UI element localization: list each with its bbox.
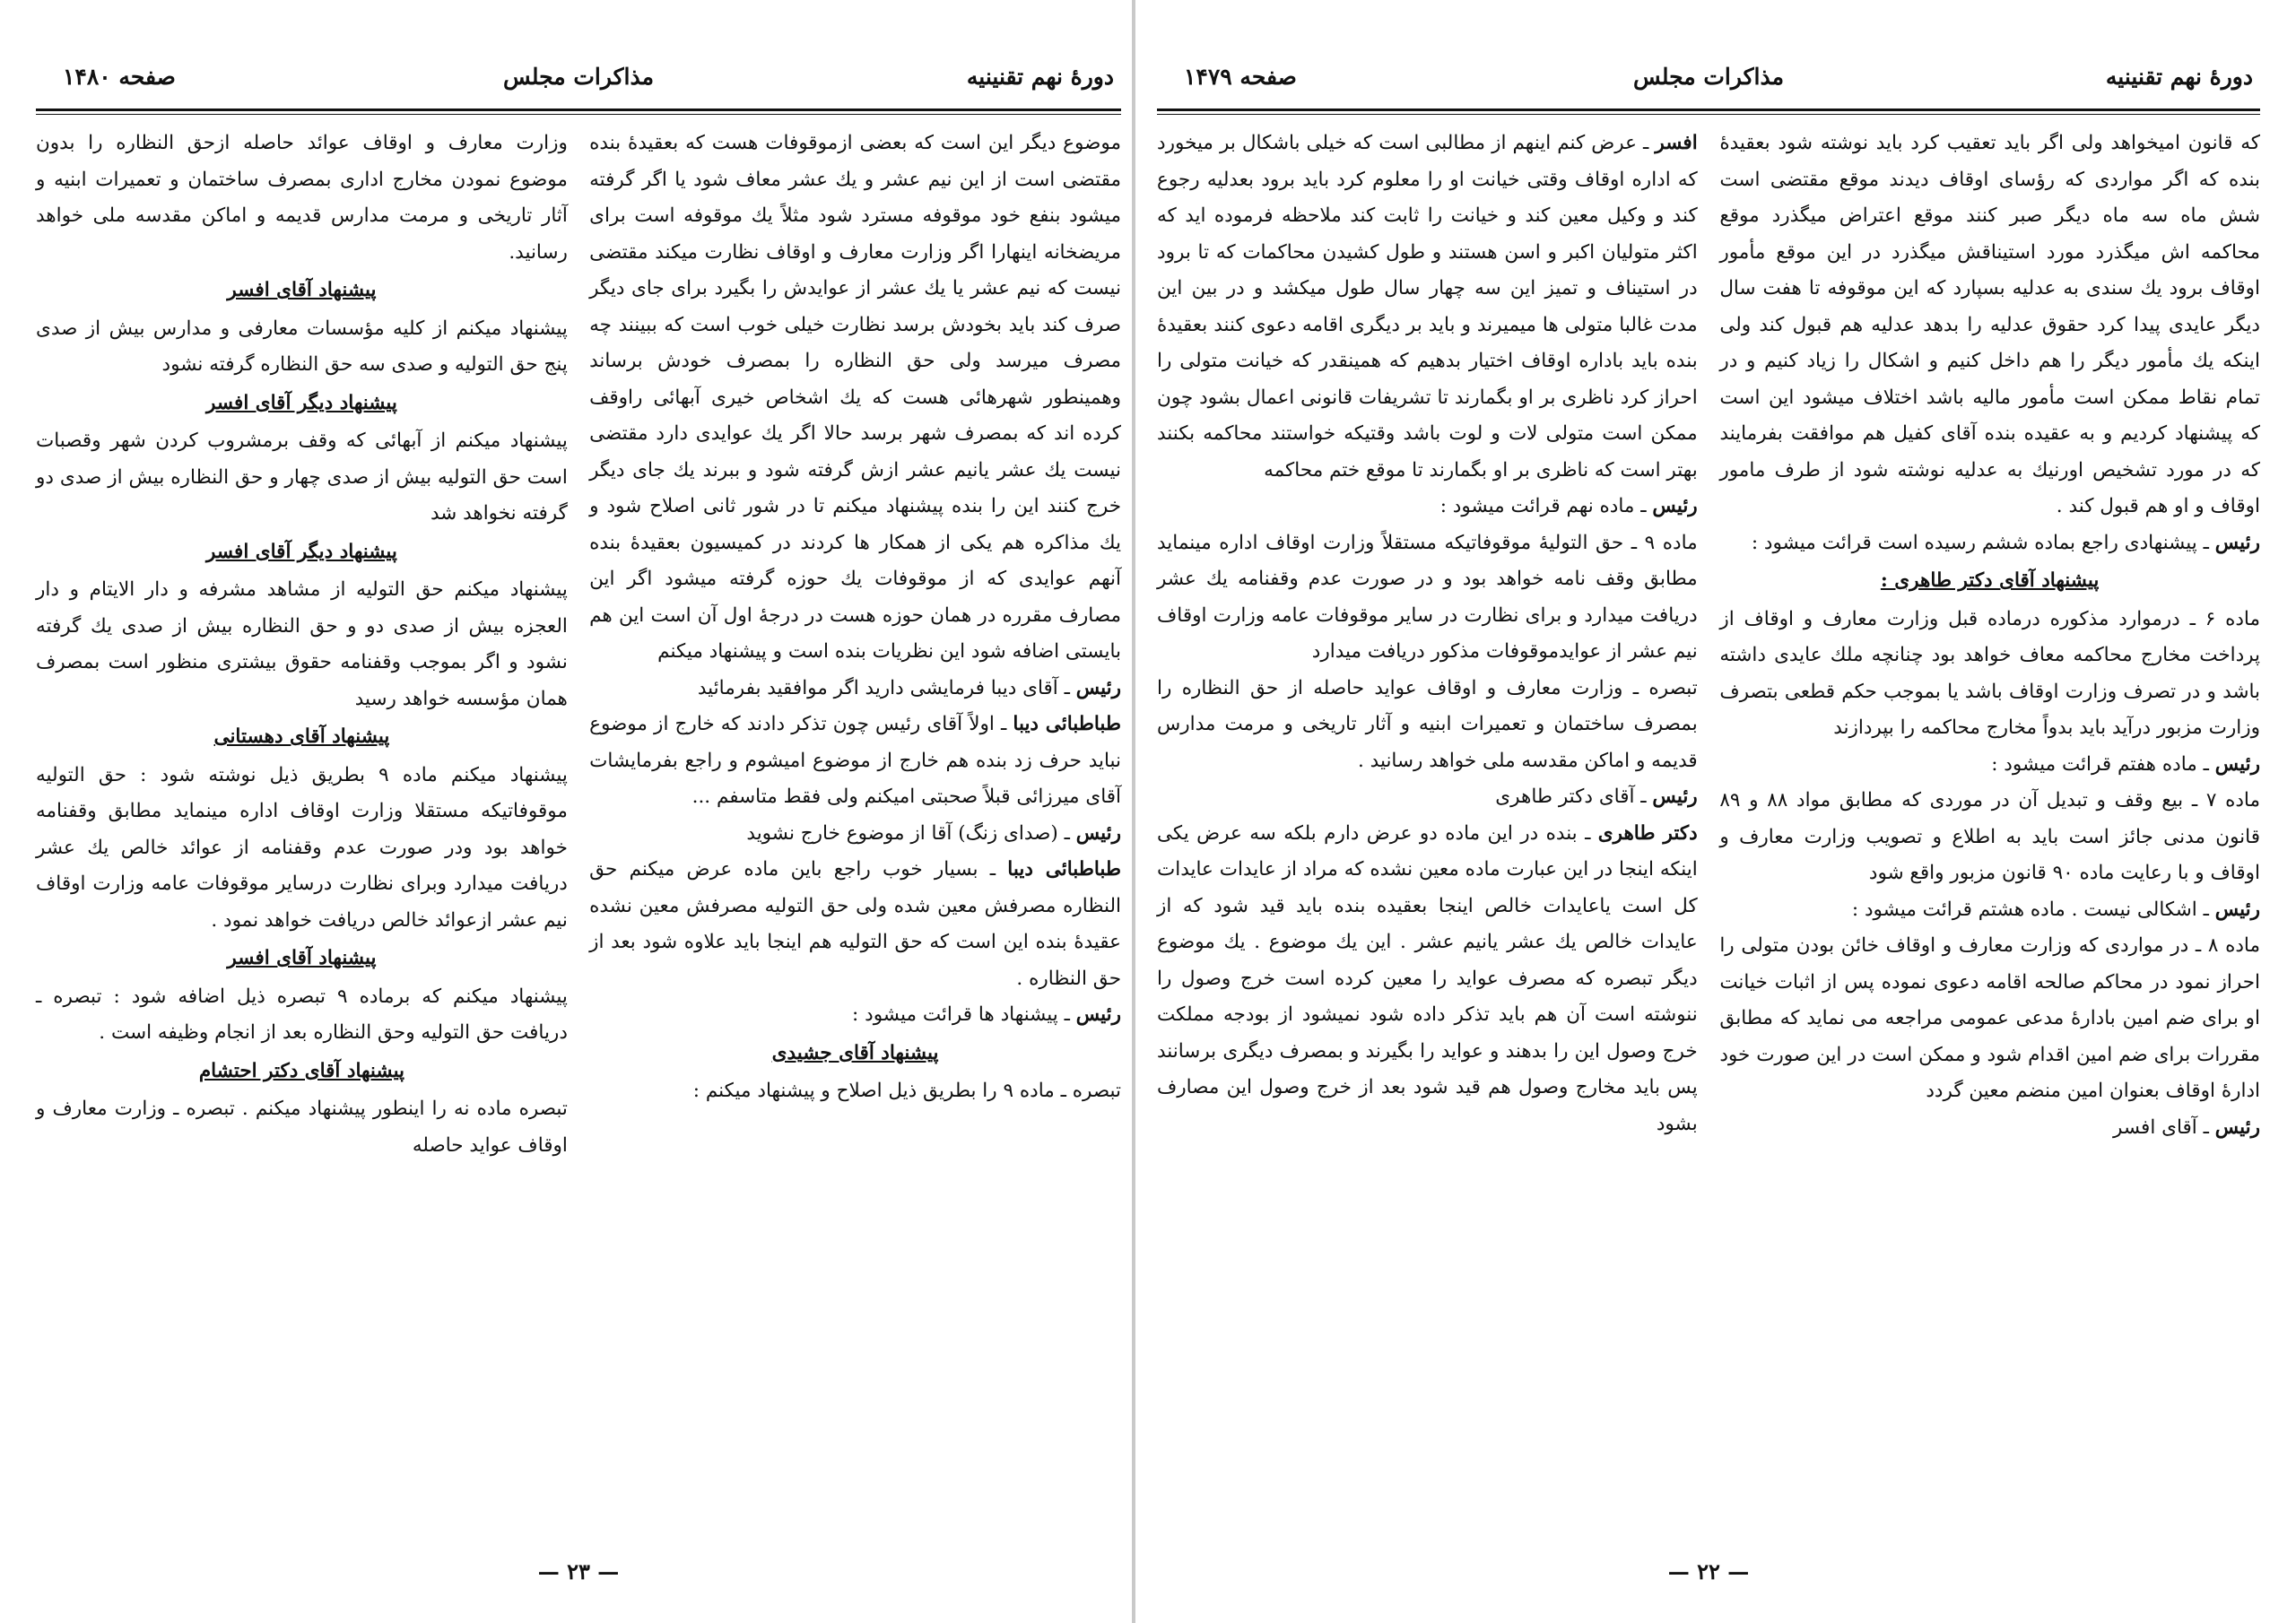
- speech-text: ـ اولاً آقای رئیس چون تذکر دادند که خارج از موضوع نباید حرف زد بنده هم خارج از موضوع امیشوم و راجع بفرمایشات آقای میرزائی قبلاً صحبتی امیکنم ولی فقط متاسفم ...: [589, 713, 1121, 808]
- speech-paragraph: [589, 816, 1121, 853]
- speaker-name: رئیس: [2214, 531, 2260, 554]
- page-number: — ۲۳ —: [537, 1558, 620, 1584]
- proposal-heading: پیشنهاد آقای دهستانی: [213, 725, 390, 748]
- column-left: [36, 126, 568, 1547]
- proposal-heading: پیشنهاد آقای جشیدی: [771, 1041, 939, 1064]
- speaker-name: رئیس: [2214, 752, 2260, 776]
- speech-paragraph: [589, 997, 1121, 1034]
- text-paragraph: ماده ۶ ـ درموارد مذکوره درماده قبل وزارت معارف و اوقاف از پرداخت مخارج محاکمه معاف خواهد بود چنانچه ملك عایدی داشته باشد و در تصرف وزارت اوقاف باشد یا بموجب حکم قطعی بتصرف وزارت مزبور درآید باید بدواً مخارج محاکمه را بپردازند: [1719, 607, 2260, 739]
- text-paragraph: تبصره ـ وزارت معارف و اوقاف عواید حاصله از حق النظاره را بمصرف ساختمان و تعمیرات ابنیه و آثار تاریخی و مرمت مدارس قدیمه و اماکن مقدسه ملی خواهد رسانید .: [1157, 676, 1698, 772]
- text-paragraph: پیشنهاد میکنم که برماده ۹ تبصره ذیل اضافه شود : تبصره ـ دریافت حق التولیه وحق النظاره بعد از انجام وظیفه است .: [36, 985, 568, 1044]
- page-1480: [36, 49, 1121, 1592]
- speaker-name: افسر: [1655, 132, 1698, 154]
- header-rule-thin: [36, 114, 1121, 115]
- speech-paragraph: [1157, 126, 1698, 489]
- speech-paragraph: [1719, 747, 2260, 784]
- publication-title: مذاکرات مجلس: [1632, 64, 1785, 90]
- text-columns: [1157, 126, 2260, 1547]
- speaker-name: رئیس: [1075, 676, 1121, 699]
- speaker-name: رئیس: [2214, 1115, 2260, 1139]
- speaker-name: طباطبائی دیبا: [1007, 858, 1121, 881]
- speech-paragraph: [1719, 525, 2260, 562]
- speech-text: ـ آقای دکتر طاهری: [1495, 785, 1653, 808]
- text-columns: [36, 126, 1121, 1547]
- text-paragraph: موضوع دیگر این است که بعضی ازموقوفات هست که بعقیدهٔ بنده مقتضی است از این نیم عشر و یك عشر معاف شود یا اگر گرفته میشود بنفع خود موقوفه مسترد شود مثلاً یك موقوفه است برای مریضخانه اینهارا اگر وزارت معارف و اوقاف نظارت میکند مقتضی نیست که نیم عشر یا یك عشر از عوایدش را بگیرد برای جای دیگر صرف کند باید بخودش برسد نظارت خیلی خوب است که ببینند چه مصرف میرسد ولی حق النظاره را بمصرف خودش برساند وهمینطور شهرهائی هست که یك اشخاص خیری آبهائی راوقف کرده اند که بمصرف شهر برسد حالا اگر یك عوایدی دارد مقتضی نیست یك عشر یانیم عشر ازش گرفته شود و ببرند یك جای دیگر خرج کنند این را بنده پیشنهاد میکنم تا در شور ثانی اصلاح شود و یك مذاکره هم یکی از همکار ها کردند در کمیسیون بعقیدهٔ بنده آنهم عوایدی که از موقوفات یك حوزه گرفته میشود اگر این مصارف مقرره در همان حوزه هست در درجهٔ اول آن است این هم بایستی اضافه شود این نظریات بنده است و پیشنهاد میکنم: [589, 132, 1121, 663]
- page-header: [36, 58, 1121, 107]
- speaker-name: رئیس: [1075, 821, 1121, 845]
- book-spine: [1132, 0, 1135, 1623]
- text-paragraph: پیشنهاد میکنم از کلیه مؤسسات معارفی و مدارس بیش از صدی پنج حق التولیه و صدی سه حق النظاره گرفته نشود: [36, 317, 568, 376]
- speech-text: ـ ماده نهم قرائت میشود :: [1439, 495, 1653, 517]
- header-rule-thin: [1157, 114, 2260, 115]
- speech-paragraph: [1157, 779, 1698, 816]
- page-label: صفحه ۱۴۷۹: [1184, 64, 1297, 90]
- column-right: [589, 126, 1121, 1547]
- page-number: — ۲۲ —: [1667, 1558, 1750, 1584]
- speaker-name: رئیس: [1075, 1003, 1121, 1026]
- speech-text: ـ عرض کنم اینهم از مطالبی است که خیلی باشکال بر میخورد که اداره اوقاف وقتی خیانت او را معلوم کرد باید برود بعدلیه رجوع کند و وکیل معین کند و خیانت را ثابت کند ملاحظه فرموده اید که اکثر متولیان اکبر و اسن هستند و طول کشیدن محاکمات که تا برود در استیناف و تمیز این سه چهار سال طول میکشد و در بین این مدت غالبا متولی ها میمیرند و باید بر دیگری اقامه دعوی کنند بعقیدهٔ بنده باید باداره اوقاف اختیار بدهیم که همینقدر که خیانت متولی را احراز کرد ناظری بر او بگمارند تا تشریفات قانونی اعمال بشود چون ممکن است متولی لات و لوت باشد وقتیکه خواستند محاکمه بکنند بهتر است که ناظری بر او بگمارند تا موقع ختم محاکمه: [1157, 132, 1698, 482]
- speech-text: ـ پیشنهاد ها قرائت میشود :: [852, 1003, 1076, 1026]
- speech-text: ـ آقای افسر: [2113, 1115, 2215, 1139]
- proposal-heading: پیشنهاد دیگر آقای افسر: [206, 540, 397, 563]
- speech-text: ـ آقای دیبا فرمایشی دارید اگر موافقید بفرمائید: [697, 676, 1076, 699]
- session-label: دورهٔ نهم تقنینیه: [966, 64, 1114, 90]
- proposal-heading: پیشنهاد دیگر آقای افسر: [206, 391, 397, 414]
- speech-paragraph: [1719, 1110, 2260, 1147]
- speech-paragraph: [589, 707, 1121, 816]
- proposal-heading: پیشنهاد آقای دکتر احتشام: [198, 1059, 405, 1082]
- page-header: [1157, 58, 2260, 107]
- publication-title: مذاکرات مجلس: [502, 64, 655, 90]
- speaker-name: دکتر طاهری: [1597, 821, 1698, 845]
- proposal-heading: پیشنهاد آقای افسر: [227, 279, 377, 301]
- session-label: دورهٔ نهم تقنینیه: [2105, 64, 2253, 90]
- speech-text: ـ پیشنهادی راجع بماده ششم رسیده است قرائت میشود :: [1751, 531, 2215, 554]
- text-paragraph: تبصره ماده نه را اینطور پیشنهاد میکنم . تبصره ـ وزارت معارف و اوقاف عواید حاصله: [36, 1098, 568, 1157]
- speech-text: ـ بسیار خوب راجع باین ماده عرض میکنم حق النظاره مصرفش معین شده ولی حق التولیه مصرفش معین نشده عقیدهٔ بنده این است که حق التولیه هم اینجا باید علاوه شود بعد از حق النظاره .: [589, 858, 1121, 990]
- speech-paragraph: [1157, 489, 1698, 525]
- text-paragraph: پیشنهاد میکنم از آبهائی که وقف برمشروب کردن شهر وقصبات است حق التولیه بیش از صدی چهار و حق النظاره بیش از صدی دو گرفته نخواهد شد: [36, 430, 568, 525]
- speaker-name: رئیس: [1652, 495, 1698, 517]
- text-paragraph: تبصره ـ ماده ۹ را بطریق ذیل اصلاح و پیشنهاد میکنم :: [692, 1080, 1121, 1102]
- page-1479: [1157, 49, 2260, 1592]
- text-paragraph: ماده ۸ ـ در مواردی که وزارت معارف و اوقاف خائن بودن متولی را احراز نمود در محاکم صالحه اقامه دعوی نموده پس از اثبات خیانت او برای ضم امین بادارهٔ مدعی عمومی مراجعه می نماید که مطابق مقررات برای ضم امین اقدام شود و ممکن است در این صورت خود ادارهٔ اوقاف بعنوان امین منضم معین گردد: [1719, 934, 2260, 1102]
- speech-text: ـ (صدای زنگ) آقا از موضوع خارج نشوید: [746, 821, 1076, 845]
- page-label: صفحه ۱۴۸۰: [63, 64, 176, 90]
- proposal-heading: پیشنهاد آقای دکتر طاهری :: [1880, 569, 2100, 592]
- speech-text: ـ بنده در این ماده دو عرض دارم بلکه سه عرض یکی اینکه اینجا در این عبارت ماده معین نشده که مراد از عایدات عایدات کل است یاعایدات خالص اینجا بعقیده بنده باید قید شود که از عایدات خالص یك عشر یانیم عشر . این یك موضوع . یك موضوع دیگر تبصره که مصرف عواید را معین کرده است خرج وصول را ننوشته است آن هم باید تذکر داده شود نمیشود از بودجه مملکت خرج وصول این را بدهند و عواید را بگیرند و بمصرف دیگری برسانند پس باید مخارج وصول هم قید شود بعد از خرج وصول این مصارف بشود: [1157, 821, 1698, 1135]
- speech-text: ـ ماده هفتم قرائت میشود :: [1991, 752, 2215, 776]
- header-rule: [36, 108, 1121, 111]
- column-left: [1157, 126, 1698, 1547]
- speech-text: ـ اشکالی نیست . ماده هشتم قرائت میشود :: [1851, 898, 2215, 921]
- text-paragraph: پیشنهاد میکنم حق التولیه از مشاهد مشرفه و دار الایتام و دار العجزه بیش از صدی دو و حق النظاره بیش از صدی یك گرفته نشود و اگر بموجب وقفنامه حقوق بیشتری منظور است بمصرف همان مؤسسه خواهد رسید: [36, 578, 568, 710]
- speaker-name: رئیس: [2214, 898, 2260, 921]
- speaker-name: رئیس: [1652, 785, 1698, 808]
- speech-paragraph: [589, 852, 1121, 997]
- text-paragraph: ماده ۹ ـ حق التولیهٔ موقوفاتیکه مستقلاً وزارت اوقاف اداره مینماید مطابق وقف نامه خواهد بود و در صورت عدم وقفنامه یك عشر دریافت میدارد و برای نظارت در سایر موقوفات عامه وزارت اوقاف نیم عشر از عوایدموقوفات مذکور دریافت میدارد: [1157, 531, 1698, 663]
- text-paragraph: که قانون امیخواهد ولی اگر باید تعقیب کرد باید نوشته شود بعقیدهٔ بنده که اگر مواردی که رؤسای اوقاف دیدند موقع مقتضی است شش ماه سه ماه دیگر صبر کنند موقع اعتراض میگذرد موقع محاکمه اش میگذرد مورد استیناقش میگذرد در این موقع مأمور اوقاف برود یك سندی به عدلیه بسپارد که این موقوفه تا هفت سال دیگر عایدی پیدا کرد حقوق عدلیه را بدهد عدلیه هم قبول کند ولی اینکه یك مأمور دیگر را هم داخل کنیم و اشکال را زیاد کنیم و در تمام نقاط ممکن است مأمور مالیه باشد اختلاف میشود این است که پیشنهاد کردیم و به عقیده بنده آقای کفیل هم موافقت بفرمایند که در مورد تشخیص اورنیك به عدلیه نوشته شود از طرف مامور اوقاف و او هم قبول کند .: [1719, 132, 2260, 517]
- column-right: [1719, 126, 2260, 1547]
- speaker-name: طباطبائی دیبا: [1013, 713, 1121, 735]
- text-paragraph: پیشنهاد میکنم ماده ۹ بطریق ذیل نوشته شود : حق التولیه موقوفاتیکه مستقلا وزارت اوقاف اداره مینماید مطابق وقفنامه خواهد بود ودر صورت عدم وقفنامه از عوائد خالص یك عشر دریافت میدارد وبرای نظارت درسایر موقوفات عامه وزارت اوقاف نیم عشر ازعوائد خالص دریافت خواهد نمود .: [36, 763, 568, 932]
- speech-paragraph: [1157, 816, 1698, 1143]
- proposal-heading: پیشنهاد آقای افسر: [227, 947, 377, 969]
- header-rule: [1157, 108, 2260, 111]
- speech-paragraph: [1719, 892, 2260, 929]
- text-paragraph: وزارت معارف و اوقاف عوائد حاصله ازحق النظاره را بدون موضوع نمودن مخارج اداری بمصرف ساختمان و تعمیرات ابنیه و آثار تاریخی و مرمت مدارس قدیمه و اماکن مقدسه ملی خواهد رسانید.: [36, 132, 568, 264]
- text-paragraph: ماده ۷ ـ بیع وقف و تبدیل آن در موردی که مطابق مواد ۸۸ و ۸۹ قانون مدنی جائز است باید به اطلاع و تصویب وزارت معارف و اوقاف و با رعایت ماده ۹۰ قانون مزبور واقع شود: [1719, 789, 2260, 884]
- speech-paragraph: [589, 671, 1121, 707]
